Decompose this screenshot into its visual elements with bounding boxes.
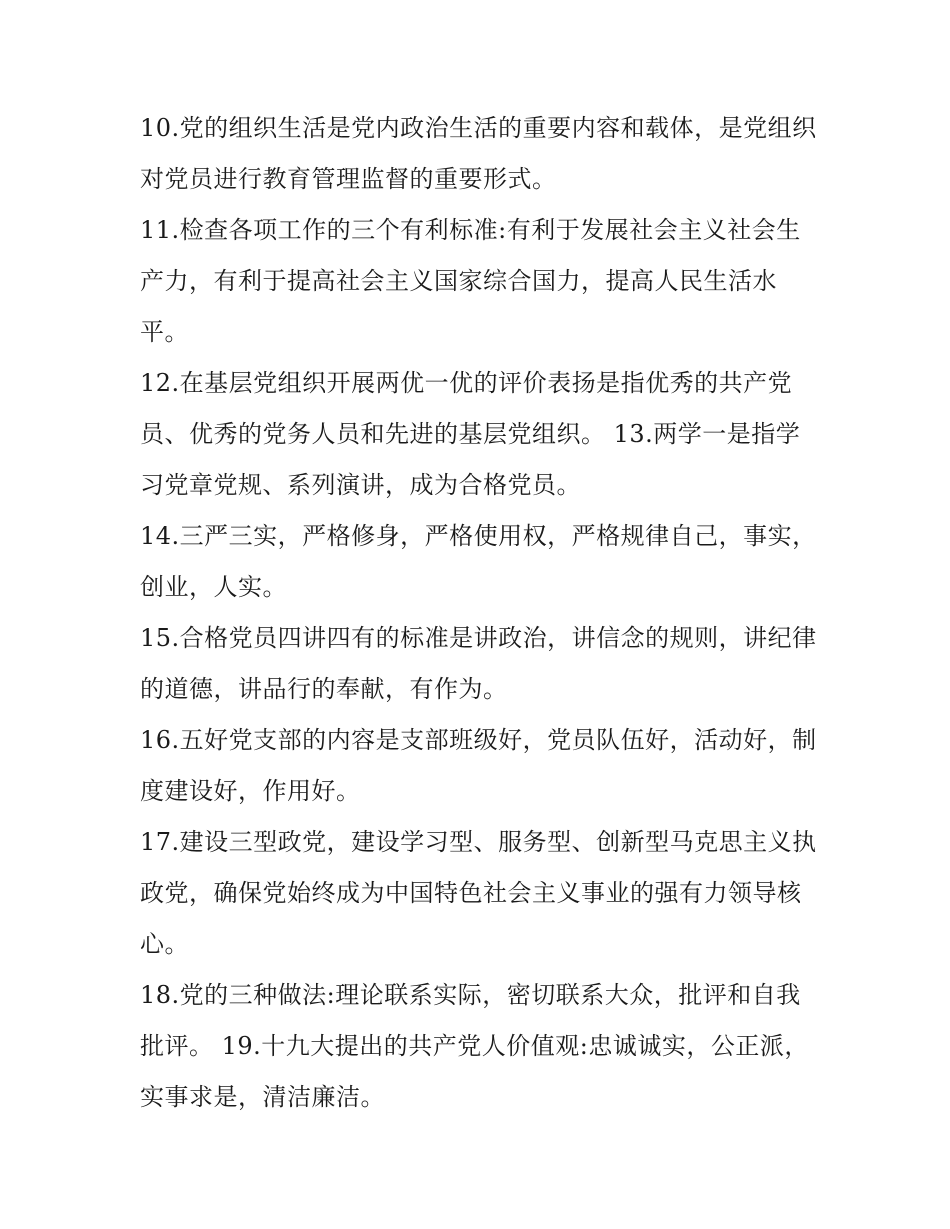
paragraph-18-19: 18.党的三种做法:理论联系实际，密切联系大众，批评和自我批评。 19.十九大提出的共产党人价值观:忠诚诚实，公正派，实事求是，清洁廉洁。 xyxy=(140,981,809,1111)
paragraph-17: 17.建设三型政党，建设学习型、服务型、创新型马克思主义执政党，确保党始终成为中国特色社会主义事业的强有力领导核心。 xyxy=(140,828,817,958)
paragraph-16: 16.五好党支部的内容是支部班级好，党员队伍好，活动好，制度建设好，作用好。 xyxy=(140,726,817,805)
paragraph-15: 15.合格党员四讲四有的标准是讲政治，讲信念的规则，讲纪律的道德，讲品行的奉献，有作为。 xyxy=(140,624,817,703)
paragraph-10: 10.党的组织生活是党内政治生活的重要内容和载体，是党组织对党员进行教育管理监督的重要形式。 xyxy=(140,114,817,193)
paragraph-11: 11.检查各项工作的三个有利标准:有利于发展社会主义社会生产力，有利于提高社会主义国家综合国力，提高人民生活水平。 xyxy=(140,216,801,346)
document-body xyxy=(140,103,820,1123)
paragraph-14: 14.三严三实，严格修身，严格使用权，严格规律自己，事实，创业，人实。 xyxy=(140,522,817,601)
paragraph-12-13: 12.在基层党组织开展两优一优的评价表扬是指优秀的共产党员、优秀的党务人员和先进的基层党组织。 13.两学一是指学习党章党规、系列演讲，成为合格党员。 xyxy=(140,369,801,499)
